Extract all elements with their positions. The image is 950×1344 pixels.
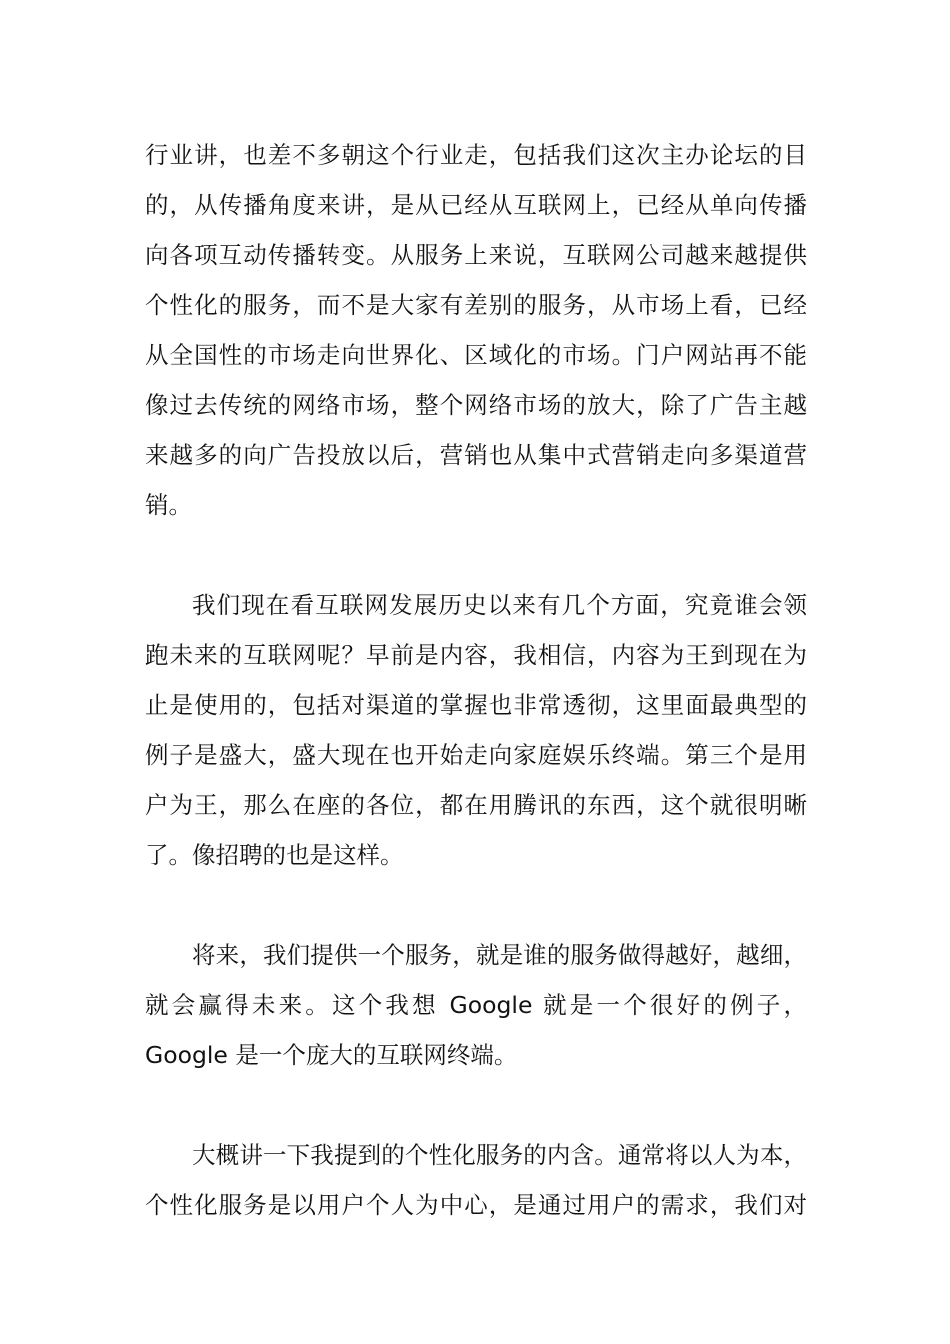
paragraph-2 bbox=[145, 580, 807, 880]
paragraph-line: 像过去传统的网络市场，整个网络市场的放大，除了广告主越 bbox=[145, 391, 807, 419]
paragraph-line: 户为王，那么在座的各位，都在用腾讯的东西，这个就很明晰 bbox=[145, 791, 807, 819]
paragraph-line: 大概讲一下我提到的个性化服务的内含。通常将以人为本， bbox=[192, 1141, 807, 1169]
paragraph-line: 从全国性的市场走向世界化、区域化的市场。门户网站再不能 bbox=[145, 341, 807, 369]
paragraph-line: 的，从传播角度来讲，是从已经从互联网上，已经从单向传播 bbox=[145, 191, 807, 219]
paragraph-spacer bbox=[145, 530, 807, 580]
paragraph-spacer bbox=[145, 1080, 807, 1130]
paragraph-line: 个性化服务是以用户个人为中心，是通过用户的需求，我们对 bbox=[145, 1191, 807, 1219]
paragraph-line: 行业讲，也差不多朝这个行业走，包括我们这次主办论坛的目 bbox=[145, 141, 807, 169]
paragraph-line: 了。像招聘的也是这样。 bbox=[145, 841, 404, 869]
paragraph-line: 例子是盛大，盛大现在也开始走向家庭娱乐终端。第三个是用 bbox=[145, 741, 807, 769]
paragraph-4 bbox=[145, 1130, 807, 1230]
paragraph-3 bbox=[145, 930, 807, 1080]
paragraph-line: 将来，我们提供一个服务，就是谁的服务做得越好，越细， bbox=[192, 941, 807, 969]
paragraph-1 bbox=[145, 130, 807, 530]
paragraph-line: 就会赢得未来。这个我想 Google 就是一个很好的例子， bbox=[145, 991, 807, 1019]
paragraph-line: 止是使用的，包括对渠道的掌握也非常透彻，这里面最典型的 bbox=[145, 691, 807, 719]
paragraph-line: 个性化的服务，而不是大家有差别的服务，从市场上看，已经 bbox=[145, 291, 807, 319]
paragraph-line: 跑未来的互联网呢？早前是内容，我相信，内容为王到现在为 bbox=[145, 641, 807, 669]
paragraph-line: 来越多的向广告投放以后，营销也从集中式营销走向多渠道营 bbox=[145, 441, 807, 469]
paragraph-line: Google 是一个庞大的互联网终端。 bbox=[145, 1041, 518, 1069]
paragraph-line: 向各项互动传播转变。从服务上来说，互联网公司越来越提供 bbox=[145, 241, 807, 269]
paragraph-line: 销。 bbox=[145, 491, 192, 519]
paragraph-line: 我们现在看互联网发展历史以来有几个方面，究竟谁会领 bbox=[192, 591, 807, 619]
document-body bbox=[145, 130, 807, 1230]
paragraph-spacer bbox=[145, 880, 807, 930]
